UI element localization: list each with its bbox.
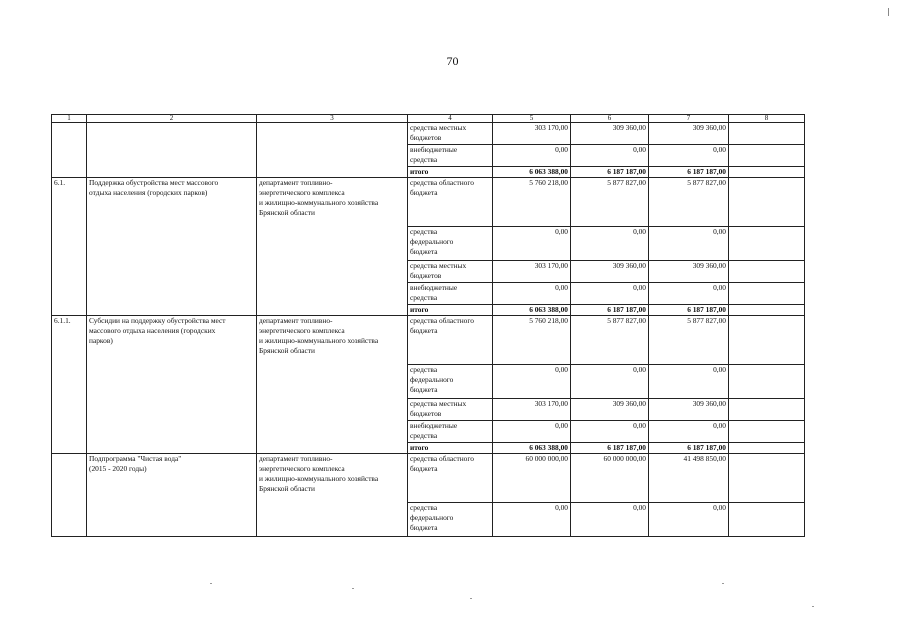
cell-line: департамент топливно- — [259, 316, 333, 325]
scan-speck — [210, 583, 212, 584]
cell-line: бюджета — [410, 523, 438, 532]
cell-line: энергетического комплекса — [259, 326, 345, 335]
column-header: 6 — [571, 115, 649, 123]
cell-line: департамент топливно- — [259, 178, 333, 187]
cell-line: итого — [410, 305, 429, 314]
funding-source — [408, 503, 493, 537]
budget-table-body — [52, 115, 805, 537]
cell-line: бюджетов — [410, 409, 442, 418]
cell-line: бюджетов — [410, 133, 442, 142]
amount-v5: 303 170,00 — [493, 261, 571, 283]
funding-source — [408, 454, 493, 503]
item-name — [87, 123, 257, 178]
page-number: 70 — [446, 54, 459, 68]
amount-v7: 5 877 827,00 — [649, 178, 729, 227]
empty-column-8 — [729, 305, 805, 316]
amount-v7: 41 498 850,00 — [649, 454, 729, 503]
cell-line: бюджета — [410, 247, 438, 256]
amount-v5: 5 760 218,00 — [493, 316, 571, 365]
funding-source — [408, 305, 493, 316]
amount-v5: 303 170,00 — [493, 399, 571, 421]
amount-v7: 0,00 — [649, 227, 729, 261]
scan-edge-mark — [888, 8, 889, 16]
amount-v6: 0,00 — [571, 421, 649, 443]
responsible-department — [257, 454, 408, 537]
column-header: 7 — [649, 115, 729, 123]
cell-line: внебюджетные — [410, 145, 458, 154]
cell-line: энергетического комплекса — [259, 188, 345, 197]
scan-speck — [722, 583, 724, 584]
empty-column-8 — [729, 261, 805, 283]
empty-column-8 — [729, 227, 805, 261]
item-number: 6.1. — [52, 178, 87, 316]
amount-v6: 309 360,00 — [571, 261, 649, 283]
amount-v6: 6 187 187,00 — [571, 167, 649, 178]
amount-v5: 6 063 388,00 — [493, 167, 571, 178]
amount-v5: 0,00 — [493, 503, 571, 537]
column-header: 8 — [729, 115, 805, 123]
cell-line: Брянской области — [259, 484, 315, 493]
cell-line: итого — [410, 167, 429, 176]
funding-source — [408, 227, 493, 261]
cell-line: массового отдыха населения (городских — [89, 326, 216, 335]
cell-line: средства областного — [410, 316, 474, 325]
empty-column-8 — [729, 283, 805, 305]
funding-source — [408, 167, 493, 178]
responsible-department — [257, 123, 408, 178]
cell-line: отдыха населения (городских парков) — [89, 188, 208, 197]
cell-line: парков) — [89, 336, 113, 345]
amount-v7: 6 187 187,00 — [649, 167, 729, 178]
item-name — [87, 316, 257, 454]
cell-line: и жилищно-коммунального хозяйства — [259, 198, 379, 207]
cell-line: средства — [410, 503, 438, 512]
cell-line: средства — [410, 227, 438, 236]
amount-v6: 0,00 — [571, 283, 649, 305]
cell-line: Подпрограмма "Чистая вода" — [89, 454, 182, 463]
scan-speck — [812, 606, 814, 607]
amount-v7: 0,00 — [649, 145, 729, 167]
item-name — [87, 454, 257, 537]
amount-v5: 0,00 — [493, 421, 571, 443]
funding-source — [408, 261, 493, 283]
amount-v5: 6 063 388,00 — [493, 443, 571, 454]
funding-row — [52, 178, 805, 227]
cell-line: средства — [410, 293, 438, 302]
amount-v5: 0,00 — [493, 145, 571, 167]
empty-column-8 — [729, 503, 805, 537]
cell-line: федерального — [410, 375, 454, 384]
amount-v6: 60 000 000,00 — [571, 454, 649, 503]
amount-v6: 6 187 187,00 — [571, 443, 649, 454]
funding-source — [408, 316, 493, 365]
budget-table — [51, 114, 805, 537]
amount-v6: 0,00 — [571, 227, 649, 261]
funding-source — [408, 399, 493, 421]
scan-speck — [352, 588, 354, 589]
funding-row — [52, 454, 805, 503]
empty-column-8 — [729, 399, 805, 421]
item-number — [52, 454, 87, 537]
cell-line: средства местных — [410, 261, 467, 270]
amount-v5: 5 760 218,00 — [493, 178, 571, 227]
amount-v7: 6 187 187,00 — [649, 305, 729, 316]
cell-line: Брянской области — [259, 346, 315, 355]
cell-line: Брянской области — [259, 208, 315, 217]
amount-v7: 309 360,00 — [649, 123, 729, 145]
empty-column-8 — [729, 454, 805, 503]
amount-v7: 0,00 — [649, 365, 729, 399]
column-header: 1 — [52, 115, 87, 123]
cell-line: Субсидии на поддержку обустройства мест — [89, 316, 226, 325]
item-number: 6.1.1. — [52, 316, 87, 454]
amount-v6: 5 877 827,00 — [571, 316, 649, 365]
cell-line: и жилищно-коммунального хозяйства — [259, 474, 379, 483]
item-name — [87, 178, 257, 316]
column-header: 4 — [408, 115, 493, 123]
cell-line: бюджетов — [410, 271, 442, 280]
empty-column-8 — [729, 316, 805, 365]
empty-column-8 — [729, 443, 805, 454]
funding-row — [52, 316, 805, 365]
amount-v7: 5 877 827,00 — [649, 316, 729, 365]
funding-source — [408, 178, 493, 227]
amount-v6: 0,00 — [571, 503, 649, 537]
cell-line: энергетического комплекса — [259, 464, 345, 473]
cell-line: федерального — [410, 513, 454, 522]
column-number-row — [52, 115, 805, 123]
cell-line: бюджета — [410, 464, 438, 473]
empty-column-8 — [729, 145, 805, 167]
empty-column-8 — [729, 167, 805, 178]
cell-line: итого — [410, 443, 429, 452]
empty-column-8 — [729, 421, 805, 443]
amount-v5: 6 063 388,00 — [493, 305, 571, 316]
empty-column-8 — [729, 123, 805, 145]
amount-v7: 309 360,00 — [649, 261, 729, 283]
cell-line: бюджета — [410, 188, 438, 197]
amount-v5: 60 000 000,00 — [493, 454, 571, 503]
cell-line: департамент топливно- — [259, 454, 333, 463]
amount-v6: 0,00 — [571, 365, 649, 399]
amount-v7: 6 187 187,00 — [649, 443, 729, 454]
cell-line: и жилищно-коммунального хозяйства — [259, 336, 379, 345]
funding-source — [408, 123, 493, 145]
column-header: 2 — [87, 115, 257, 123]
cell-line: внебюджетные — [410, 421, 458, 430]
cell-line: средства местных — [410, 399, 467, 408]
column-header: 5 — [493, 115, 571, 123]
funding-source — [408, 145, 493, 167]
cell-line: средства местных — [410, 123, 467, 132]
cell-line: средства областного — [410, 454, 474, 463]
cell-line: Поддержка обустройства мест массового — [89, 178, 219, 187]
funding-source — [408, 283, 493, 305]
amount-v6: 5 877 827,00 — [571, 178, 649, 227]
cell-line: средства — [410, 431, 438, 440]
amount-v5: 0,00 — [493, 227, 571, 261]
amount-v5: 0,00 — [493, 365, 571, 399]
cell-line: средства — [410, 155, 438, 164]
empty-column-8 — [729, 178, 805, 227]
amount-v6: 0,00 — [571, 145, 649, 167]
cell-line: средства — [410, 365, 438, 374]
amount-v7: 309 360,00 — [649, 399, 729, 421]
amount-v5: 303 170,00 — [493, 123, 571, 145]
funding-source — [408, 365, 493, 399]
cell-line: внебюджетные — [410, 283, 458, 292]
funding-source — [408, 421, 493, 443]
empty-column-8 — [729, 365, 805, 399]
funding-row — [52, 123, 805, 145]
scan-speck — [470, 598, 472, 599]
cell-line: средства областного — [410, 178, 474, 187]
amount-v7: 0,00 — [649, 283, 729, 305]
item-number — [52, 123, 87, 178]
amount-v5: 0,00 — [493, 283, 571, 305]
cell-line: бюджета — [410, 326, 438, 335]
cell-line: бюджета — [410, 385, 438, 394]
amount-v6: 309 360,00 — [571, 399, 649, 421]
amount-v7: 0,00 — [649, 421, 729, 443]
amount-v6: 6 187 187,00 — [571, 305, 649, 316]
responsible-department — [257, 316, 408, 454]
amount-v7: 0,00 — [649, 503, 729, 537]
responsible-department — [257, 178, 408, 316]
column-header: 3 — [257, 115, 408, 123]
funding-source — [408, 443, 493, 454]
cell-line: (2015 - 2020 годы) — [89, 464, 147, 473]
cell-line: федерального — [410, 237, 454, 246]
amount-v6: 309 360,00 — [571, 123, 649, 145]
